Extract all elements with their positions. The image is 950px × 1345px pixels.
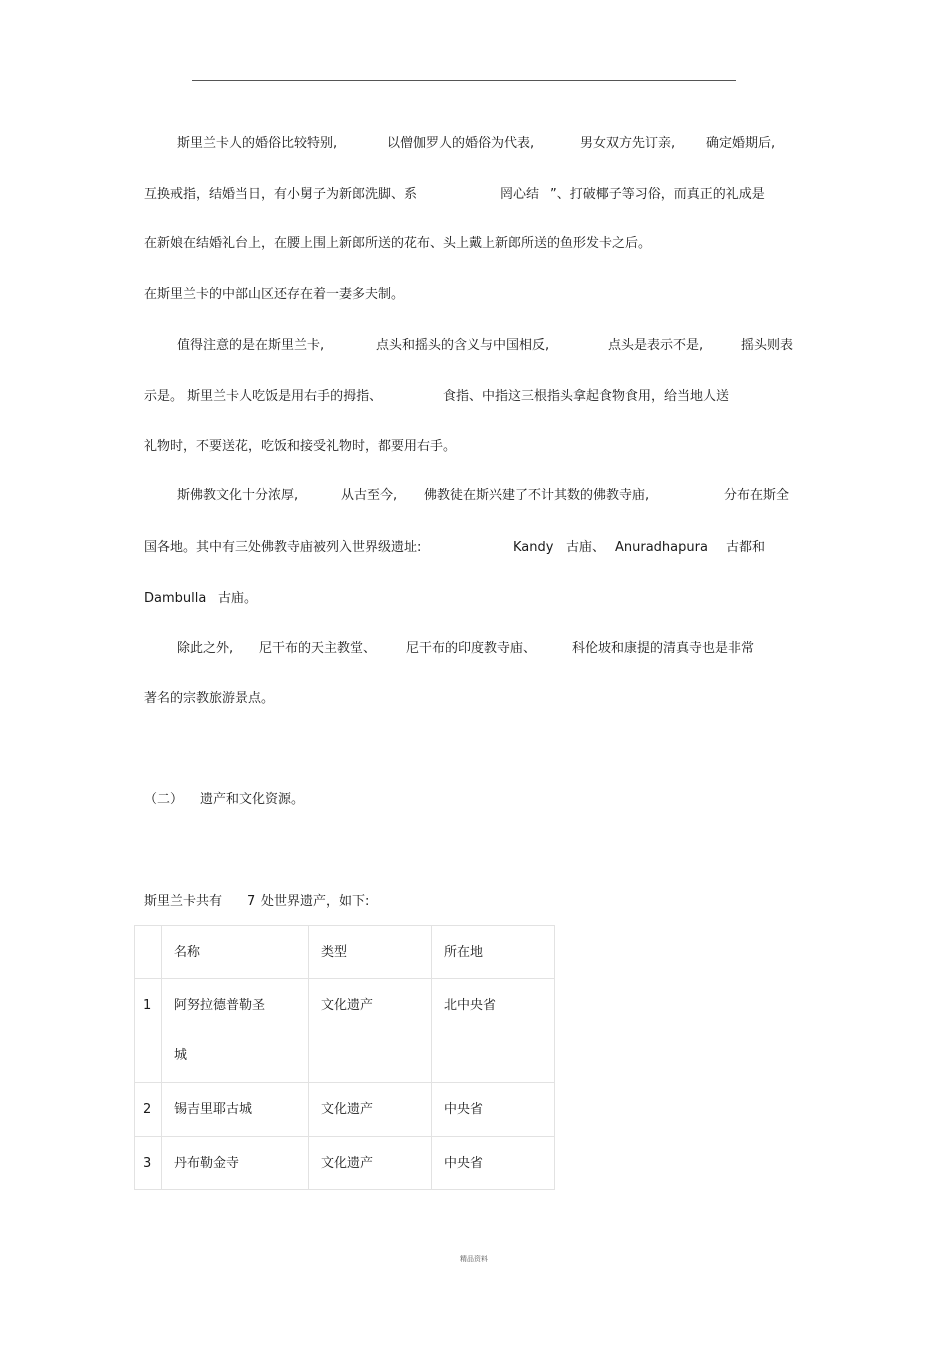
intro-count: 7	[247, 894, 256, 909]
text-segment: 古庙。	[218, 591, 258, 606]
text-segment: 科伦坡和康提的清真寺也是非常	[572, 641, 755, 656]
table-row	[135, 979, 555, 1083]
paragraph-4-line-2: 著名的宗教旅游景点。	[144, 691, 275, 706]
header-rule	[192, 80, 736, 81]
text-segment: 示是。 斯里兰卡人吃饭是用右手的拇指、	[144, 389, 383, 404]
header-location: 所在地	[444, 945, 484, 960]
row-type: 文化遗产	[321, 1102, 374, 1117]
text-segment: 罔心结	[500, 187, 540, 202]
row-type: 文化遗产	[321, 1156, 374, 1171]
row-name-line: 阿努拉德普勒圣	[174, 998, 266, 1013]
text-segment: 从古至今,	[341, 488, 398, 503]
text-segment: 男女双方先订亲,	[580, 136, 676, 151]
paragraph-1-line-3: 在新娘在结婚礼台上，在腰上围上新郎所送的花布、头上戴上新郎所送的鱼形发卡之后。	[144, 236, 652, 251]
text-segment: 以僧伽罗人的婚俗为代表,	[387, 136, 535, 151]
text-segment: 互换戒指，结婚当日，有小舅子为新郎洗脚、系	[144, 187, 418, 202]
section-title: 遗产和文化资源。	[200, 792, 305, 807]
text-segment: 斯佛教文化十分浓厚,	[177, 488, 299, 503]
row-location: 中央省	[444, 1102, 484, 1117]
heritage-table	[134, 925, 555, 1190]
paragraph-2-line-3: 礼物时，不要送花，吃饭和接受礼物时，都要用右手。	[144, 439, 457, 454]
row-location: 中央省	[444, 1156, 484, 1171]
table-header-cell	[432, 926, 555, 979]
row-name	[162, 979, 308, 1064]
text-segment: ”、打破椰子等习俗，而真正的礼成是	[550, 187, 765, 202]
paragraph-1-line-4: 在斯里兰卡的中部山区还存在着一妻多夫制。	[144, 287, 405, 302]
row-name: 丹布勒金寺	[174, 1156, 240, 1171]
text-segment: Kandy	[513, 540, 554, 555]
row-type: 文化遗产	[321, 998, 374, 1013]
row-number: 2	[143, 1102, 152, 1117]
text-segment: 尼干布的天主教堂、	[259, 641, 377, 656]
table-header-row	[135, 926, 555, 979]
row-number: 1	[143, 998, 152, 1013]
text-segment: 点头和摇头的含义与中国相反,	[376, 338, 550, 353]
text-segment: 除此之外,	[177, 641, 234, 656]
text-segment: 古都和	[726, 540, 766, 555]
header-type: 类型	[321, 945, 348, 960]
text-segment: 食指、中指这三根指头拿起食物食用，给当地人送	[443, 389, 730, 404]
page-footer: 精品资料	[460, 1255, 488, 1263]
text-segment: Anuradhapura	[615, 540, 708, 555]
text-segment: 摇头则表	[741, 338, 794, 353]
row-number: 3	[143, 1156, 152, 1171]
text-segment: 尼干布的印度教寺庙、	[406, 641, 537, 656]
text-segment: 佛教徒在斯兴建了不计其数的佛教寺庙,	[424, 488, 650, 503]
text-segment: 确定婚期后,	[706, 136, 776, 151]
text-segment: 斯里兰卡人的婚俗比较特别,	[177, 136, 338, 151]
table-row	[135, 1137, 555, 1190]
text-segment: Dambulla	[144, 591, 207, 606]
table-header-cell	[309, 926, 432, 979]
text-segment: 古庙、	[566, 540, 606, 555]
header-name: 名称	[174, 945, 201, 960]
table-header-cell	[135, 926, 162, 979]
row-location: 北中央省	[444, 998, 497, 1013]
text-segment: 点头是表示不是,	[608, 338, 704, 353]
section-number: （二）	[144, 792, 184, 807]
text-segment: 值得注意的是在斯里兰卡,	[177, 338, 325, 353]
text-segment: 国各地。其中有三处佛教寺庙被列入世界级遗址:	[144, 540, 422, 555]
row-name: 锡吉里耶古城	[174, 1102, 253, 1117]
table-row	[135, 1083, 555, 1137]
intro-prefix: 斯里兰卡共有	[144, 894, 223, 909]
intro-suffix: 处世界遗产，如下:	[261, 894, 370, 909]
table-header-cell	[162, 926, 309, 979]
row-name-line: 城	[174, 1048, 188, 1063]
text-segment: 分布在斯全	[724, 488, 790, 503]
